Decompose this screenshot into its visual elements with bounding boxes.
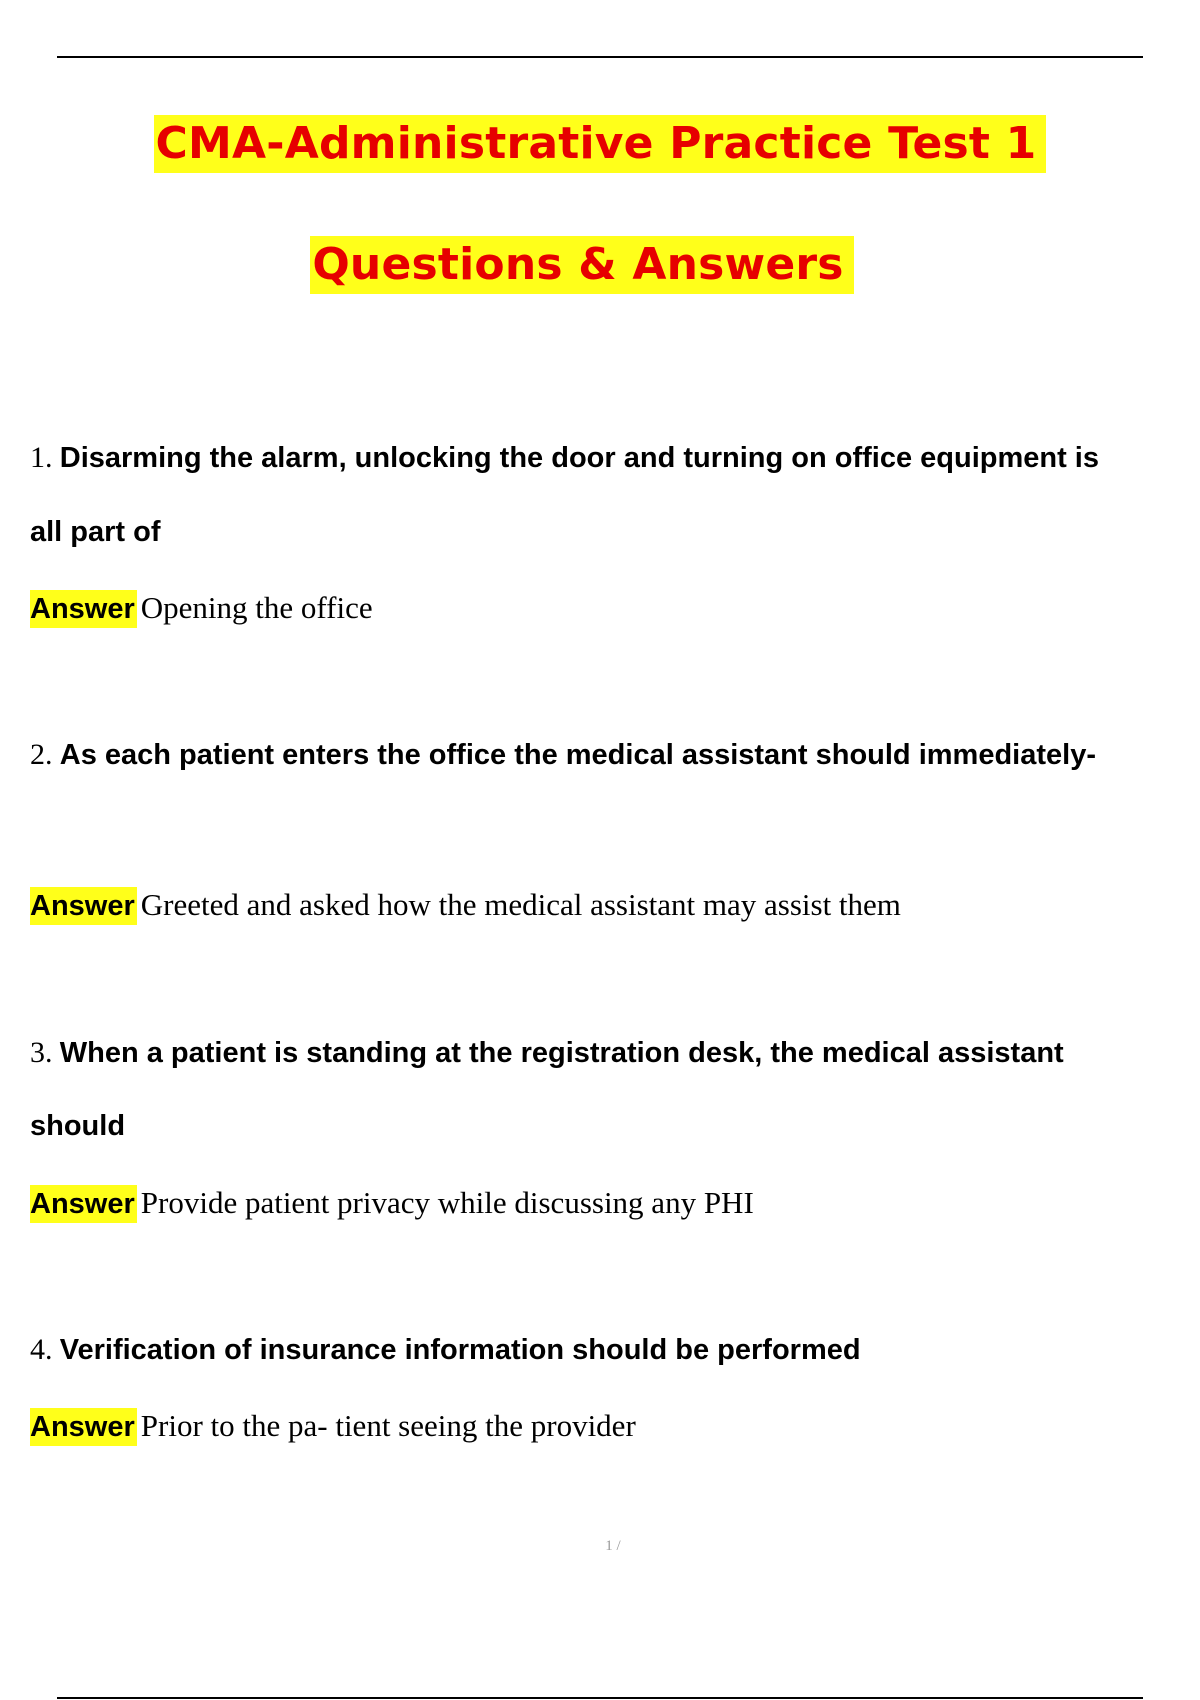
document-subtitle: Questions & Answers <box>310 236 853 294</box>
question-4 <box>30 1333 1200 1367</box>
question-3 <box>30 1036 1200 1070</box>
answer-label: Answer <box>30 887 137 925</box>
question-1-continued: all part of <box>30 516 161 548</box>
question-3-continued: should <box>30 1110 126 1142</box>
answer-text: Opening the office <box>140 590 373 625</box>
answer-4 <box>30 1408 636 1446</box>
document-title: CMA-Administrative Practice Test 1 <box>154 115 1047 173</box>
answer-3 <box>30 1185 754 1223</box>
answer-label: Answer <box>30 1408 137 1446</box>
question-text: When a patient is standing at the registration desk, the medical assistant <box>59 1037 1064 1069</box>
question-number: 1. <box>30 441 53 474</box>
answer-1 <box>30 590 373 628</box>
question-number: 4. <box>30 1333 53 1366</box>
answer-label: Answer <box>30 1185 137 1223</box>
bottom-rule <box>57 1697 1143 1699</box>
question-text: Verification of insurance information should be performed <box>59 1334 861 1366</box>
page-number: 1 / <box>605 1538 621 1554</box>
question-number: 3. <box>30 1036 53 1069</box>
answer-text: Greeted and asked how the medical assistant may assist them <box>140 887 901 922</box>
question-2 <box>30 738 1200 772</box>
question-1 <box>30 441 1200 475</box>
title-line-1 <box>0 115 1200 173</box>
question-number: 2. <box>30 738 53 771</box>
answer-text: Prior to the pa- tient seeing the provider <box>140 1408 636 1443</box>
title-line-2 <box>0 236 1182 294</box>
question-text: Disarming the alarm, unlocking the door and turning on office equipment is <box>59 442 1099 474</box>
top-rule <box>57 56 1143 58</box>
question-text: As each patient enters the office the medical assistant should immediately- <box>59 739 1096 771</box>
answer-text: Provide patient privacy while discussing any PHI <box>140 1185 754 1220</box>
answer-label: Answer <box>30 590 137 628</box>
answer-2 <box>30 887 901 925</box>
